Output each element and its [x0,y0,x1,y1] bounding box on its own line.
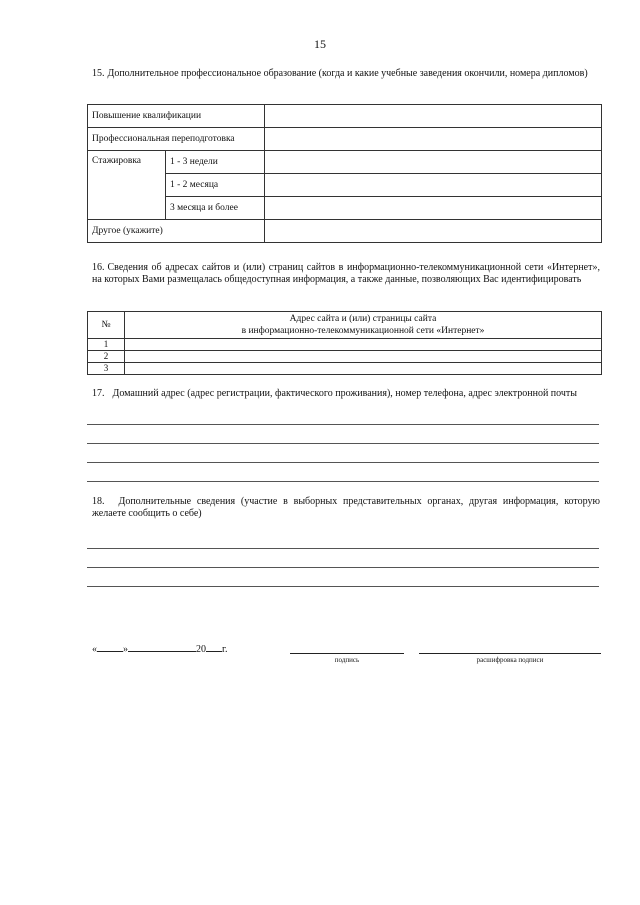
column-header-address [125,312,602,339]
address-line[interactable] [87,462,599,463]
cell-other-value[interactable] [265,220,602,243]
section-18-body: Дополнительные сведения (участие в выборных представительных органах, другая информация, которую желаете сообщить о себе) [92,496,600,519]
websites-table [87,311,602,375]
cell-internship-weeks-label: 1 - 3 недели [166,151,265,174]
column-header-number: № [88,312,125,339]
cell-internship-months-label: 1 - 2 месяца [166,174,265,197]
year-blank[interactable] [206,641,222,652]
section-15-text [92,68,600,80]
cell-retraining-label: Профессиональная переподготовка [88,128,265,151]
address-line[interactable] [87,481,599,482]
row-number: 1 [88,339,125,351]
row-number: 2 [88,351,125,363]
additional-info-line[interactable] [87,548,599,549]
cell-internship-months-value[interactable] [265,174,602,197]
signature-decoding-line[interactable] [419,653,601,654]
website-address-field[interactable] [125,339,602,351]
cell-internship-weeks-value[interactable] [265,151,602,174]
day-blank[interactable] [97,641,123,652]
cell-qualification-value[interactable] [265,105,602,128]
cell-other-label: Другое (укажите) [88,220,265,243]
cell-internship-label: Стажировка [88,151,166,220]
education-table [87,104,602,243]
website-address-field[interactable] [125,351,602,363]
section-17-body: Домашний адрес (адрес регистрации, фактического проживания), номер телефона, адрес электронной почты [112,388,578,399]
section-16-number: 16. [92,262,105,273]
section-18-text [92,496,600,520]
quote-close: » [123,644,128,655]
website-address-field[interactable] [125,363,602,375]
section-15-body: Дополнительное профессиональное образование (когда и какие учебные заведения окончили, номера дипломов) [107,68,588,79]
section-17-number: 17. [92,388,105,399]
signature-caption: подпись [334,656,360,664]
section-18-number: 18. [92,496,105,507]
cell-qualification-label: Повышение квалификации [88,105,265,128]
cell-internship-long-label: 3 месяца и более [166,197,265,220]
section-17-text [92,388,600,400]
page-number: 15 [314,37,326,51]
month-blank[interactable] [128,641,196,652]
cell-retraining-value[interactable] [265,128,602,151]
year-prefix: 20 [196,644,206,655]
address-line[interactable] [87,443,599,444]
cell-internship-long-value[interactable] [265,197,602,220]
additional-info-line[interactable] [87,586,599,587]
additional-info-line[interactable] [87,567,599,568]
address-line[interactable] [87,424,599,425]
section-15-number: 15. [92,68,105,79]
section-16-text [92,262,600,286]
section-16-body: Сведения об адресах сайтов и (или) страниц сайтов в информационно-телекоммуникационной сети «Интернет», на которых Вами размещалась общедоступная информация, а также данные, позволяющих Вас идентифицировать [92,262,600,285]
quote-open: « [92,644,97,655]
row-number: 3 [88,363,125,375]
column-header-address-line2: в информационно-телекоммуникационной сети «Интернет» [241,326,485,336]
column-header-address-line1: Адрес сайта и (или) страницы сайта [289,314,437,324]
signature-line[interactable] [290,653,404,654]
signature-decoding-caption: расшифровка подписи [476,656,544,664]
year-suffix: г. [222,644,228,655]
date-field [92,641,227,655]
